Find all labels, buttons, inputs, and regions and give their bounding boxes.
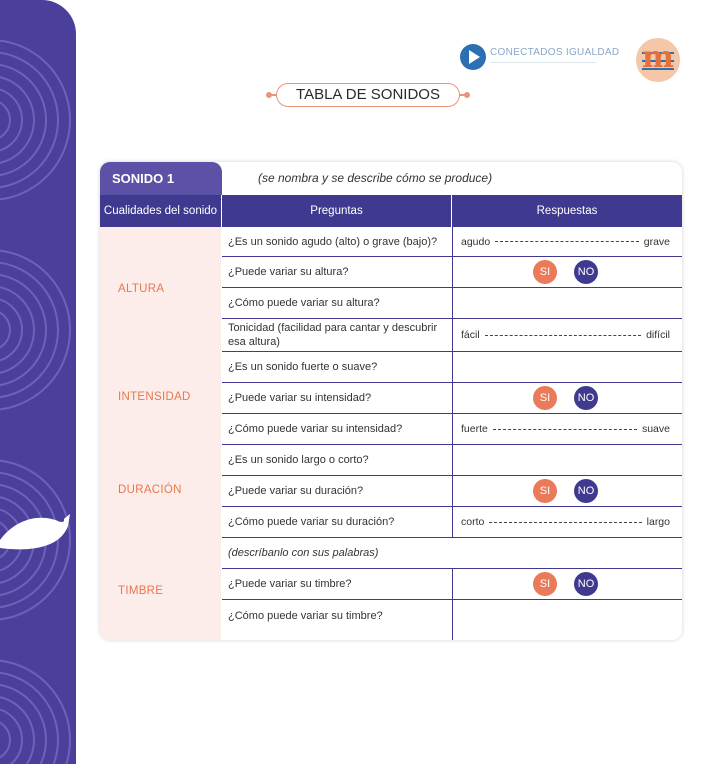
sonido-label: SONIDO 1: [100, 162, 222, 195]
sound-table: [100, 162, 682, 640]
bird-icon: [0, 514, 70, 549]
decorative-side-strip: [0, 0, 76, 764]
publisher-name: CONECTADOS IGUALDAD: [490, 47, 620, 58]
question-text: ¿Puede variar su timbre?: [228, 578, 352, 590]
question-text: Tonicidad (facilidad para cantar y descubrir esa altura): [228, 322, 438, 348]
no-option[interactable]: NO: [574, 479, 598, 503]
yes-no-options: [453, 572, 682, 596]
scale-right-label: suave: [641, 423, 670, 435]
table-row: [222, 476, 682, 507]
table-row: [222, 600, 682, 640]
question-text: ¿Es un sonido fuerte o suave?: [228, 361, 378, 373]
yes-option[interactable]: SI: [533, 479, 557, 503]
table-row: [222, 569, 682, 600]
question-text: ¿Cómo puede variar su timbre?: [228, 609, 383, 622]
header-answers: Respuestas: [536, 205, 598, 217]
table-row: [222, 288, 682, 319]
brand-logo: [636, 38, 680, 82]
yes-option[interactable]: SI: [533, 572, 557, 596]
table-row: [222, 414, 682, 445]
answer-cell: [452, 383, 682, 413]
question-text: ¿Es un sonido agudo (alto) o grave (bajo)?: [228, 235, 438, 248]
title-dot-left: [266, 92, 272, 98]
quality-timbre: [100, 538, 221, 640]
publisher-subtitle-scribble: ─────────────────────────: [490, 60, 597, 66]
brand-logo-letter: m: [642, 40, 674, 75]
scale-line: [495, 241, 639, 242]
table-row: [222, 507, 682, 538]
answer-cell: [452, 257, 682, 287]
answer-cell[interactable]: [452, 319, 682, 351]
sonido-description: (se nombra y se describe cómo se produce): [258, 171, 493, 185]
answer-cell[interactable]: [452, 414, 682, 444]
scale-left-label: corto: [461, 516, 485, 528]
table-row: [222, 319, 682, 352]
scale-line: [489, 522, 641, 523]
header-logos: [460, 38, 690, 84]
quality-duracion: [100, 445, 221, 538]
question-text: ¿Puede variar su duración?: [228, 485, 364, 497]
question-text: ¿Cómo puede variar su duración?: [228, 516, 395, 528]
yes-no-options: [453, 260, 682, 284]
table-row: [222, 352, 682, 383]
scale-right-label: difícil: [646, 329, 670, 341]
question-text: (descríbanlo con sus palabras): [228, 547, 379, 559]
yes-option[interactable]: SI: [533, 260, 557, 284]
yes-no-options: [453, 479, 682, 503]
page-title: TABLA DE SONIDOS: [276, 83, 460, 107]
sound-header-row: [100, 162, 682, 195]
question-text: ¿Cómo puede variar su intensidad?: [228, 423, 403, 435]
answer-scale: [461, 329, 670, 341]
scale-right-label: grave: [643, 235, 670, 248]
answer-cell: [452, 569, 682, 599]
title-dot-right: [464, 92, 470, 98]
question-text: ¿Es un sonido largo o corto?: [228, 454, 369, 466]
title-banner: [268, 83, 468, 107]
quality-altura: [100, 227, 221, 352]
table-row: [222, 227, 682, 257]
quality-intensidad: [100, 352, 221, 445]
answer-cell: [452, 476, 682, 506]
answer-scale: [461, 423, 670, 435]
no-option[interactable]: NO: [574, 572, 598, 596]
table-row: [222, 445, 682, 476]
answer-cell[interactable]: [452, 600, 682, 640]
answer-scale: [461, 516, 670, 528]
table-row: [222, 538, 682, 569]
question-text: ¿Puede variar su altura?: [228, 266, 349, 278]
answer-cell[interactable]: [452, 507, 682, 537]
header-qualities: Cualidades del sonido: [100, 195, 222, 227]
answer-cell[interactable]: [452, 352, 682, 382]
quality-label: ALTURA: [118, 283, 165, 295]
quality-label: TIMBRE: [118, 585, 164, 597]
concentric-arcs-pattern: [0, 0, 76, 764]
question-text: ¿Cómo puede variar su altura?: [228, 297, 380, 309]
scale-right-label: largo: [646, 516, 670, 528]
quality-label: DURACIÓN: [118, 484, 182, 496]
scale-left-label: fuerte: [461, 423, 488, 435]
quality-label: INTENSIDAD: [118, 391, 191, 403]
header-questions: Preguntas: [222, 195, 452, 227]
scale-line: [485, 335, 641, 336]
conectar-icon: [460, 44, 486, 70]
answer-scale: [461, 236, 670, 248]
no-option[interactable]: NO: [574, 260, 598, 284]
table-row: [222, 257, 682, 288]
scale-left-label: agudo: [461, 235, 491, 248]
table-row: [222, 383, 682, 414]
column-headers: [100, 195, 682, 227]
question-text: ¿Puede variar su intensidad?: [228, 392, 372, 404]
answer-cell[interactable]: [452, 445, 682, 475]
scale-left-label: fácil: [461, 329, 480, 341]
yes-option[interactable]: SI: [533, 386, 557, 410]
answer-cell[interactable]: [452, 227, 682, 256]
scale-line: [493, 429, 637, 430]
no-option[interactable]: NO: [574, 386, 598, 410]
yes-no-options: [453, 386, 682, 410]
answer-cell[interactable]: [452, 288, 682, 318]
